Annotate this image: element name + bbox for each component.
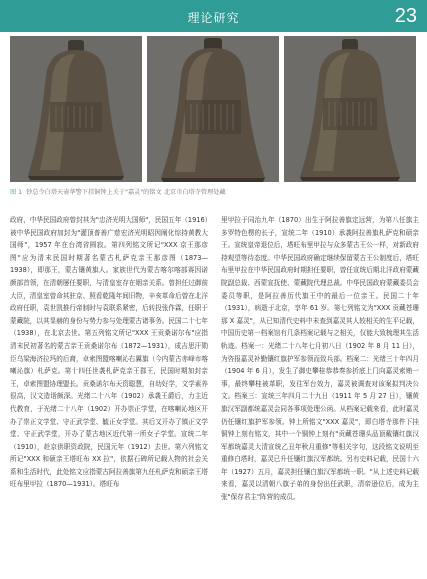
bell-photo-2 (147, 36, 279, 182)
page-number: 23 (394, 5, 417, 27)
body-column-left (10, 214, 208, 566)
bronze-bell-icon (284, 36, 416, 182)
bronze-bell-icon (10, 36, 142, 182)
figure-caption (10, 188, 416, 197)
figure-label: 图 1 (10, 189, 23, 196)
header-band (0, 0, 427, 32)
body-column-right (221, 214, 419, 566)
figure-caption-text: 钞总令白塔天壶华警下挂铜钟上关于"嘉灵"的铭文 北京市白塔寺管理处藏 (26, 189, 226, 196)
right-column-text: 里甲拉于同治九年（1870）出生于阿拉善旗定远营，为第八任旗主多罗特色楞的长子，宣统二年（1910）承袭阿拉善旗札萨克和硕亲王。宣统皇帝退位后，塔旺布里甲拉与众多蒙古王公一样，对新政府持观望等待态度。中华民国政府确定继续保留蒙古王公制度后，塔旺布里甲拉在中华民国政府时期担任要职，曾任宣统后期北洋政府蒙藏院副总裁、西蒙宣抚使、蒙藏院代理总裁。中华民国政府蒙藏委员会委员等职，是阿拉善历代旗王中的最后一位亲王。民国二十年（1931），病逝于北京，享年 61 岁。第七列铭文为"XXX 贡藏苍珊那 X 嘉灵"，从已知清代史料中未查到嘉灵其人较相关的生平记载，中国历史第一档案馆有几条档案记载与之相关，仅能大致梳理其生活轨迹。档案一：光绪二十八年七月初八日（1902 年 8 月 11 日），为咨报嘉灵补勤镶红旗护军参领而致兵部。档案二：光绪三十年四月（1904 年 6 月），发生了御史攀桂恭恭奏参折底上门向嘉灵索贿一事，最终攀桂被革职，发往军台效力，嘉灵被调查对该案拟判决公文。档案三：宣统三年四月二十九日（1911 年 5 月 27 日），镶黄旗汉军副都统嘉灵会同各事项处理公函。从档案记载来看，此时嘉灵仍任镶红旗护军参领。钟上所铭文"XXX 嘉灵"，即白塔寺那件下挂铜钟上刻有铭文，其中一个铜钟上刻有"贡藏苍珊头品顶戴镶红旗汉军都统嘉灵大清宣统乙丑年秋月重修"等相关字句，这段铭文说明至重修白塔时，嘉灵已升任镶红旗汉军都统。另有史料记载，民国十六年（1927）五月，嘉灵担任镶白旗汉军都统一职。"从上述史料记载来看，嘉灵以清朝八旗子弟的身份出任武职，清帝逊位后，成为主张"保存君主"阵营的成员。 (221, 216, 419, 502)
left-column-text: 政府，中华民国政府曾封其为"忠济光明大国师"，民国五年（1916）被中华民国政府加封为"灌顶普善广慈宏济光明昭因阐化综持黄教大国师"，1957 年在台湾省圆寂。第四列铭文所记"XXX 京王那彦图"应为清末民国时期著名蒙古札萨克亲王那彦图（1873—1938），即那王，蒙古镶黄旗人。家族世代为蒙古喀尔喀部赛因诺颜部首领，在清朝屡任要职，与清皇室存在姻亲关系。曾担任过御前大臣，清皇室曾命其驻京、照看乾隆年间旧物，辛亥革命后曾在北洋政府任职，袁世凯推行帝制时与袁联系紧密，后转投张作霖，任职于蒙藏院，以其显赫的身份与势力参与处理蒙古诸事务。民国二十七年（1938），在北京去世。第五列铭文所记"XXX 王贡桑诺尔布"应指清末民初著名的蒙古亲王贡桑诺尔布（1872—1931），成吉思汗勋臣乌梁海济拉玛的后裔，卓索图盟喀喇沁右翼旗（今内蒙古赤峰市喀喇沁旗）札萨克。第十四任世袭札萨克亲王郡王，民国时期加封亲王，卓索图盟协理盟长。贡桑诺尔布天资聪慧，自幼好学，文学素养很高，汉文造诣颇深。光绪二十八年（1902）承袭王爵后，力主近代教育，于光绪二十八年（1902）开办崇正学堂，在喀喇沁地区开办了崇正文学堂、守正武学堂、毓正女学堂。其后又开办了镇正文学堂、守正武学堂，开办了蒙古地区近代第一所女子学堂。宣统二年（1910），赴京供职资政院，民国元年（1912）去世。第六列铭文所记"XXX 和硕亲王塔旺布 XX 拉"，依据石碑所记载人物的社会关系和生活时代，此处铭文应指蒙古阿拉善旗第九任札萨克和硕亲王塔旺布里甲拉（1870—1931）。塔旺布 (10, 216, 208, 489)
section-title: 理论研究 (187, 11, 240, 25)
figure-photos (10, 36, 416, 182)
bronze-bell-icon (147, 36, 279, 182)
bell-photo-1 (10, 36, 142, 182)
bell-photo-3 (284, 36, 416, 182)
